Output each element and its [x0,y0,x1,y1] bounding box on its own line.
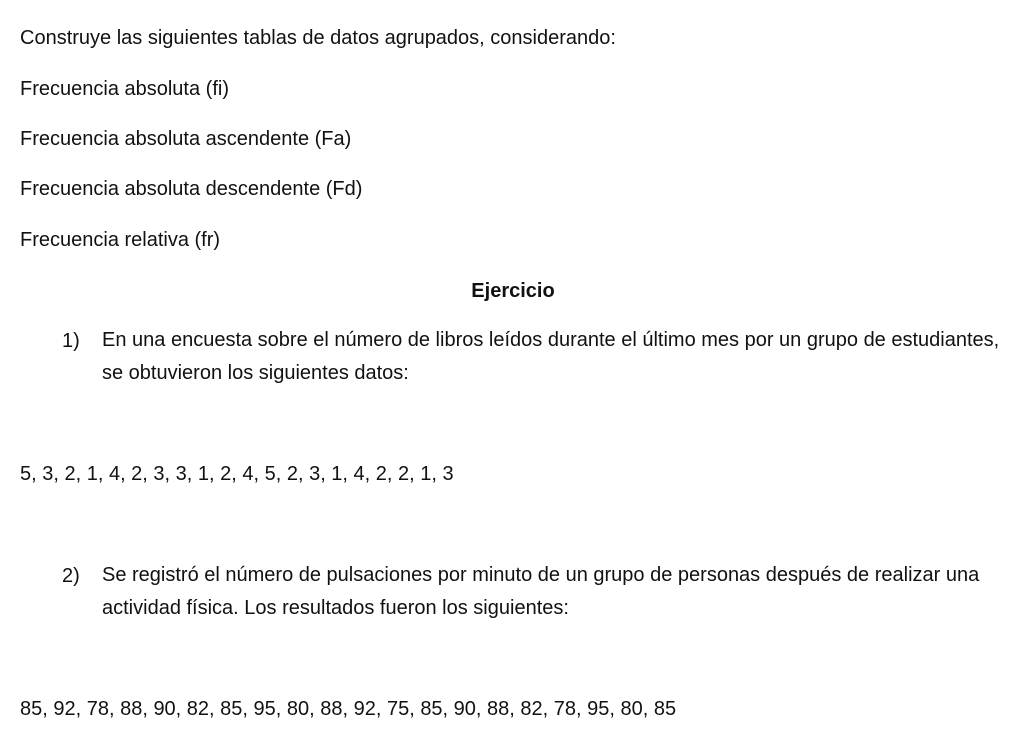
exercise-2-number: 2) [62,565,80,587]
criterion-descending-frequency: Frecuencia absoluta descendente (Fd) [20,178,363,200]
criterion-relative-frequency: Frecuencia relativa (fr) [20,229,221,251]
criterion-absolute-frequency: Frecuencia absoluta (fi) [20,78,229,100]
intro-text: Construye las siguientes tablas de datos agrupados, considerando: [20,27,616,49]
exercise-2-statement: Se registró el número de pulsaciones por minuto de un grupo de personas después de realizar una actividad física. Los resultados fueron los siguientes: [102,564,980,619]
exercise-1 [62,324,1002,390]
criterion-ascending-frequency: Frecuencia absoluta ascendente (Fa) [20,128,352,150]
exercise-1-statement: En una encuesta sobre el número de libros leídos durante el último mes por un grupo de estudiantes, se obtuvieron los siguientes datos: [102,329,1000,384]
section-title: Ejercicio [471,280,555,302]
exercise-1-data: 5, 3, 2, 1, 4, 2, 3, 3, 1, 2, 4, 5, 2, 3, 1, 4, 2, 2, 1, 3 [20,463,454,485]
exercise-2 [62,559,1002,625]
exercise-1-number: 1) [62,330,80,352]
exercise-2-data: 85, 92, 78, 88, 90, 82, 85, 95, 80, 88, 92, 75, 85, 90, 88, 82, 78, 95, 80, 85 [20,698,677,720]
